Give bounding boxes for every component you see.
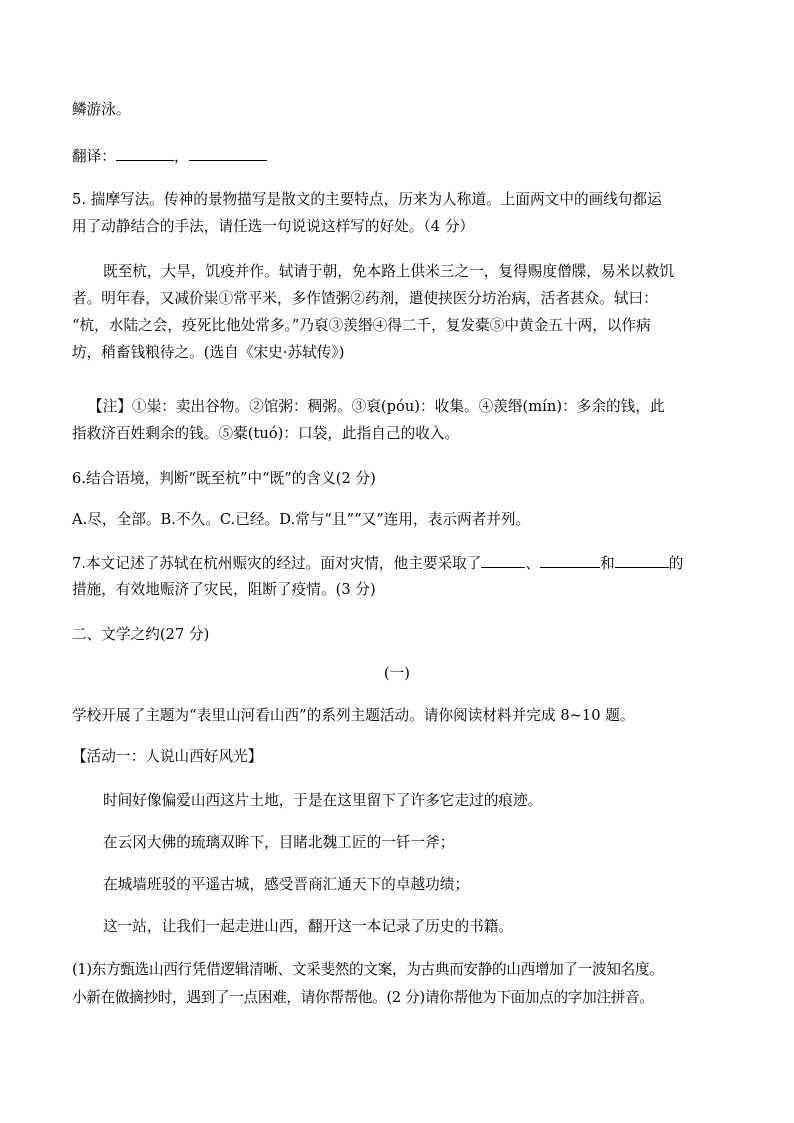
sub-question-1: (1)东方甄选山西行凭借逻辑清晰、文采斐然的文案，为古典而安静的山西增加了一波知名度。 bbox=[72, 961, 664, 978]
translation-line bbox=[72, 145, 267, 167]
answer-blank bbox=[116, 145, 174, 161]
text-line: 鳞游泳。 bbox=[72, 101, 131, 118]
answer-blank bbox=[615, 552, 669, 568]
sub-question-1-cont: 小新在做摘抄时，遇到了一点困难，请你帮帮他。(2 分)请你帮他为下面加点的字加注拼音。 bbox=[72, 989, 654, 1006]
question-6: 6.结合语境，判断“既至杭”中“既”的含义(2 分) bbox=[72, 470, 376, 487]
classical-passage-line: 坊，稍畜钱粮待之。(选自《宋史·苏轼传》) bbox=[72, 344, 345, 361]
section-heading: 二、文学之约(27 分) bbox=[72, 626, 210, 643]
translation-label: 翻译： bbox=[72, 148, 116, 165]
question-5-cont: 用了动静结合的手法，请任选一句说说这样写的好处。（4 分） bbox=[72, 218, 475, 235]
question-5: 5. 揣摩写法。传神的景物描写是散文的主要特点，历来为人称道。上面两文中的画线句都运 bbox=[72, 191, 662, 208]
question-6-options: A.尽，全部。B.不久。C.已经。D.常与“且”“又”连用，表示两者并列。 bbox=[72, 511, 531, 528]
separator: 、 bbox=[525, 555, 541, 572]
classical-passage-line: 既至杭，大旱，饥疫并作。轼请于朝，免本路上供米三之一，复得赐度僧牒，易米以救饥 bbox=[103, 263, 675, 280]
question-7-cont: 措施，有效地赈济了灾民，阻断了疫情。(3 分) bbox=[72, 581, 376, 598]
separator-comma: ， bbox=[173, 148, 189, 165]
activity-heading: 【活动一：人说山西好风光】 bbox=[72, 748, 263, 765]
intro-text: 学校开展了主题为“表里山河看山西”的系列主题活动。请你阅读材料并完成 8~10 题。 bbox=[72, 707, 635, 724]
material-line: 时间好像偏爱山西这片土地，于是在这里留下了许多它走过的痕迹。 bbox=[103, 792, 543, 809]
classical-passage-line: “杭，水陆之会，疫死比他处常多。”乃裒③羡缗④得二千，复发橐⑤中黄金五十两，以作病 bbox=[72, 317, 651, 334]
subsection-heading: (一) bbox=[383, 665, 411, 682]
annotation-note: 【注】①粜：卖出谷物。②馆粥：稠粥。③裒(póu)：收集。④羡缗(mín)：多余的钱，此 bbox=[88, 398, 665, 415]
question-7-tail: 的 bbox=[668, 555, 684, 572]
answer-blank bbox=[481, 552, 525, 568]
material-line: 在城墙班驳的平遥古城，感受晋商汇通天下的卓越功绩； bbox=[103, 876, 470, 893]
classical-passage-line: 者。明年春，又减价粜①常平米，多作馇粥②药剂，遣使挟医分坊治病，活者甚众。轼曰： bbox=[72, 290, 658, 307]
material-line: 在云冈大佛的琉璃双眸下，目睹北魏工匠的一钎一斧； bbox=[103, 834, 455, 851]
answer-blank bbox=[189, 145, 267, 161]
connector: 和 bbox=[600, 555, 615, 572]
question-7-text: 7.本文记述了苏轼在杭州赈灾的经过。面对灾情，他主要采取了 bbox=[72, 555, 482, 572]
question-7 bbox=[72, 552, 683, 574]
annotation-note-cont: 指救济百姓剩余的钱。⑤橐(tuó)：口袋，此指自己的收入。 bbox=[72, 425, 460, 442]
material-line: 这一站，让我们一起走进山西，翻开这一本记录了历史的书籍。 bbox=[103, 918, 514, 935]
answer-blank bbox=[540, 552, 600, 568]
